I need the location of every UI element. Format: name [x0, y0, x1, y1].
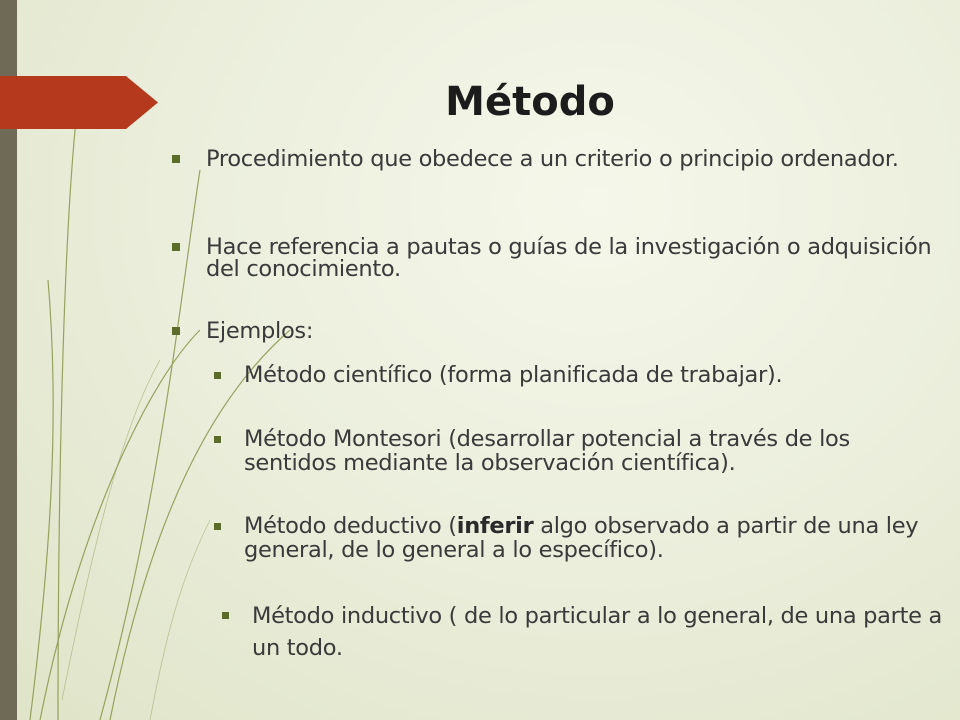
square-bullet-icon	[172, 243, 180, 251]
sub-bullet-item	[214, 514, 944, 562]
sub-bullet-text: Método inductivo ( de lo particular a lo general, de una parte a un todo.	[252, 603, 943, 661]
text-segment: Método deductivo (	[244, 513, 457, 539]
square-bullet-icon	[172, 327, 180, 335]
square-bullet-icon	[214, 523, 221, 530]
sub-bullet-text	[214, 514, 944, 562]
sub-bullet-item	[222, 600, 952, 664]
bullet-text: Ejemplos:	[206, 318, 314, 344]
sub-bullet-text: Método Montesori (desarrollar potencial a través de los sentidos mediante la observación científica).	[244, 426, 850, 476]
bold-term: inferir	[456, 513, 534, 539]
bullet-text: Procedimiento que obedece a un criterio o principio ordenador.	[206, 146, 899, 172]
text-segment: algo observado a partir de una ley general, de lo general a lo específico).	[244, 513, 919, 563]
bullet-text: Hace referencia a pautas o guías de la investigación o adquisición del conocimiento.	[206, 234, 932, 282]
sub-bullet-text: Método científico (forma planificada de trabajar).	[244, 362, 783, 388]
bullet-item	[172, 148, 932, 170]
bullet-item	[172, 236, 932, 280]
bullet-item	[172, 320, 932, 342]
sub-bullet-item	[214, 363, 944, 387]
square-bullet-icon	[172, 155, 180, 163]
slide-title: Método	[445, 79, 615, 125]
square-bullet-icon	[214, 372, 221, 379]
square-bullet-icon	[214, 436, 221, 443]
square-bullet-icon	[222, 612, 229, 619]
sub-bullet-item	[214, 427, 944, 475]
